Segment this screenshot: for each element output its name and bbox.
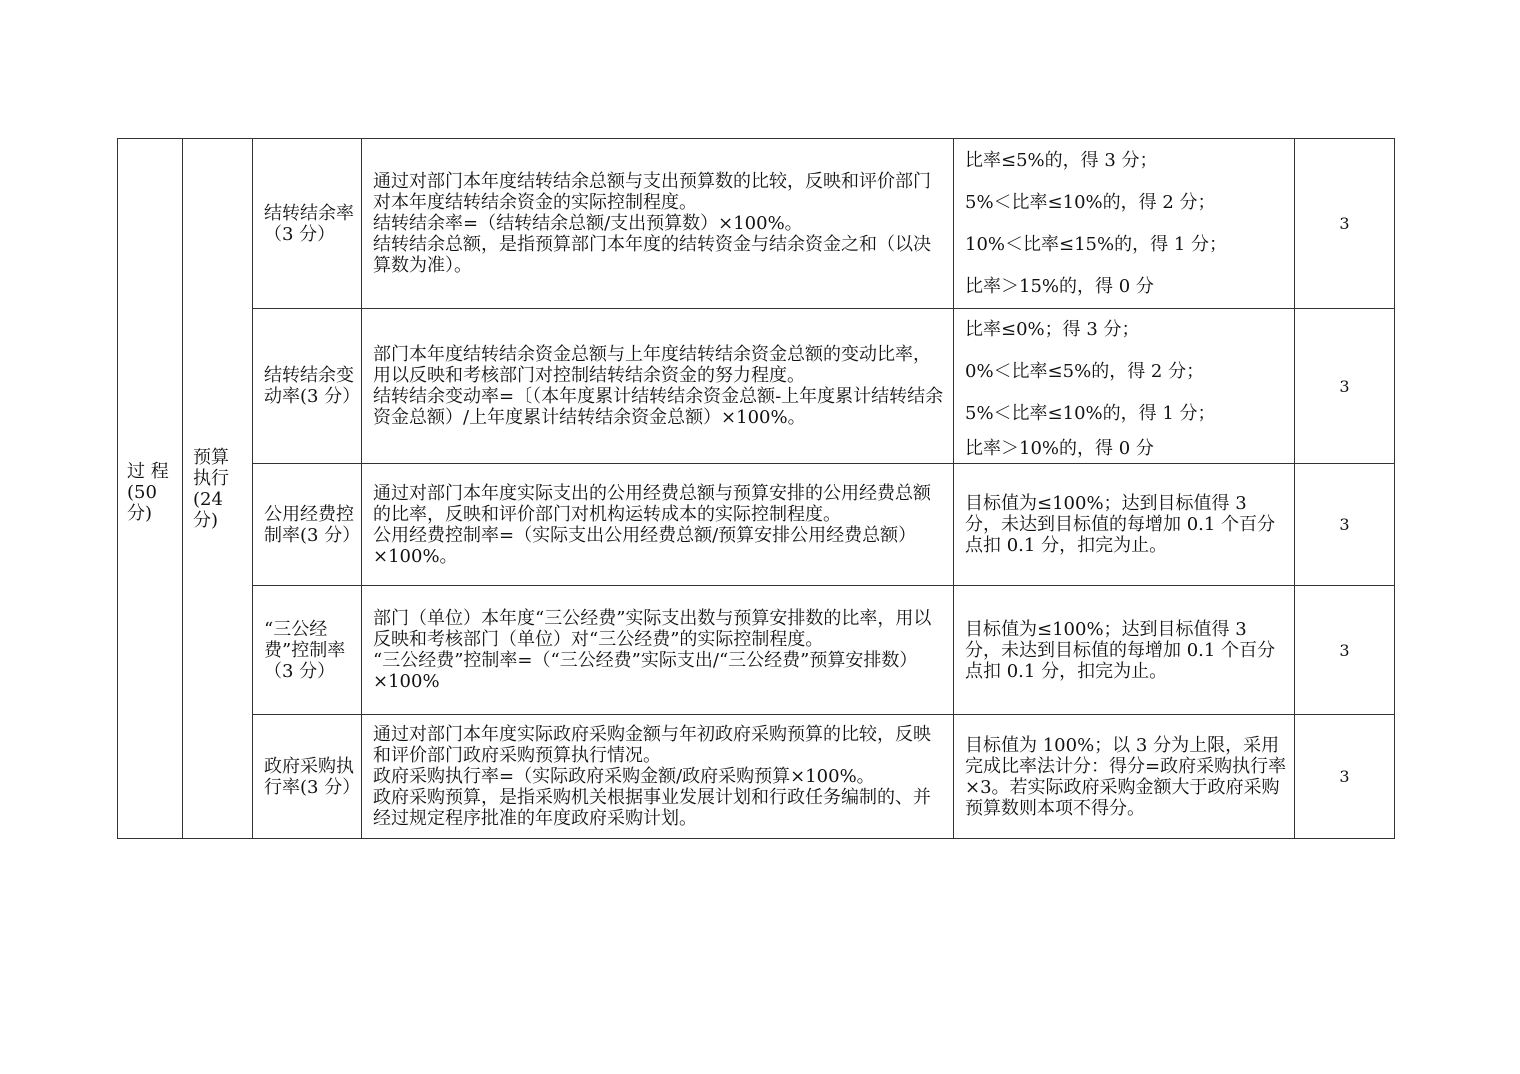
criteria-line: 10%＜比率≤15%的，得 1 分； — [965, 233, 1227, 255]
evaluation-table — [117, 138, 1395, 839]
indicator-cell: 结转结余率（3 分） — [253, 139, 362, 309]
criteria-cell: 目标值为 100%；以 3 分为上限，采用完成比率法计分：得分=政府采购执行率×3。若实际政府采购金额大于政府采购预算数则本项不得分。 — [954, 715, 1295, 839]
table-row — [118, 309, 1395, 464]
criteria-line: 比率≤5%的，得 3 分； — [965, 149, 1158, 171]
score-cell: 3 — [1295, 464, 1395, 586]
description-cell: 通过对部门本年度实际支出的公用经费总额与预算安排的公用经费总额的比率，反映和评价部门对机构运转成本的实际控制程度。 公用经费控制率=（实际支出公用经费总额/预算安排公用经费总额）×100%。 — [362, 464, 954, 586]
table-row — [118, 139, 1395, 309]
subcategory-cell: 预算 执行 (24 分) — [183, 139, 253, 839]
table-row — [118, 464, 1395, 586]
indicator-cell: 公用经费控制率(3 分） — [253, 464, 362, 586]
description-cell: 部门（单位）本年度“三公经费”实际支出数与预算安排数的比率，用以反映和考核部门（单位）对“三公经费”的实际控制程度。 “三公经费”控制率=（“三公经费”实际支出/“三公经费”预算安排数）×100% — [362, 586, 954, 715]
score-cell: 3 — [1295, 586, 1395, 715]
description-cell: 通过对部门本年度实际政府采购金额与年初政府采购预算的比较，反映和评价部门政府采购预算执行情况。 政府采购执行率=（实际政府采购金额/政府采购预算×100%。 政府采购预算，是指采购机关根据事业发展计划和行政任务编制的、并经过规定程序批准的年度政府采购计划。 — [362, 715, 954, 839]
table-row — [118, 715, 1395, 839]
criteria-line: 比率＞10%的，得 0 分 — [965, 438, 1154, 459]
criteria-cell — [954, 139, 1295, 309]
score-cell: 3 — [1295, 715, 1395, 839]
criteria-line: 5%＜比率≤10%的，得 1 分； — [965, 403, 1216, 424]
score-cell: 3 — [1295, 309, 1395, 464]
criteria-cell — [954, 309, 1295, 464]
criteria-line: 比率≤0%；得 3 分； — [965, 319, 1140, 340]
description-cell: 通过对部门本年度结转结余总额与支出预算数的比较，反映和评价部门对本年度结转结余资金的实际控制程度。 结转结余率=（结转结余总额/支出预算数）×100%。 结转结余总额，是指预算部门本年度的结转资金与结余资金之和（以决算数为准）。 — [362, 139, 954, 309]
description-cell: 部门本年度结转结余资金总额与上年度结转结余资金总额的变动比率，用以反映和考核部门对控制结转结余资金的努力程度。 结转结余变动率=〔（本年度累计结转结余资金总额-上年度累计结转结余资金总额）/上年度累计结转结余资金总额）×100%。 — [362, 309, 954, 464]
indicator-cell: 政府采购执行率(3 分） — [253, 715, 362, 839]
criteria-line: 5%＜比率≤10%的，得 2 分； — [965, 191, 1216, 213]
criteria-line: 0%＜比率≤5%的，得 2 分； — [965, 361, 1205, 382]
indicator-cell: “三公经费”控制率（3 分） — [253, 586, 362, 715]
indicator-cell: 结转结余变动率(3 分） — [253, 309, 362, 464]
criteria-cell: 目标值为≤100%；达到目标值得 3 分，未达到目标值的每增加 0.1 个百分点扣 0.1 分，扣完为止。 — [954, 586, 1295, 715]
score-cell: 3 — [1295, 139, 1395, 309]
table-row — [118, 586, 1395, 715]
category-cell: 过 程 (50 分) — [118, 139, 183, 839]
criteria-cell: 目标值为≤100%；达到目标值得 3 分，未达到目标值的每增加 0.1 个百分点扣 0.1 分，扣完为止。 — [954, 464, 1295, 586]
criteria-line: 比率＞15%的，得 0 分 — [965, 275, 1154, 297]
